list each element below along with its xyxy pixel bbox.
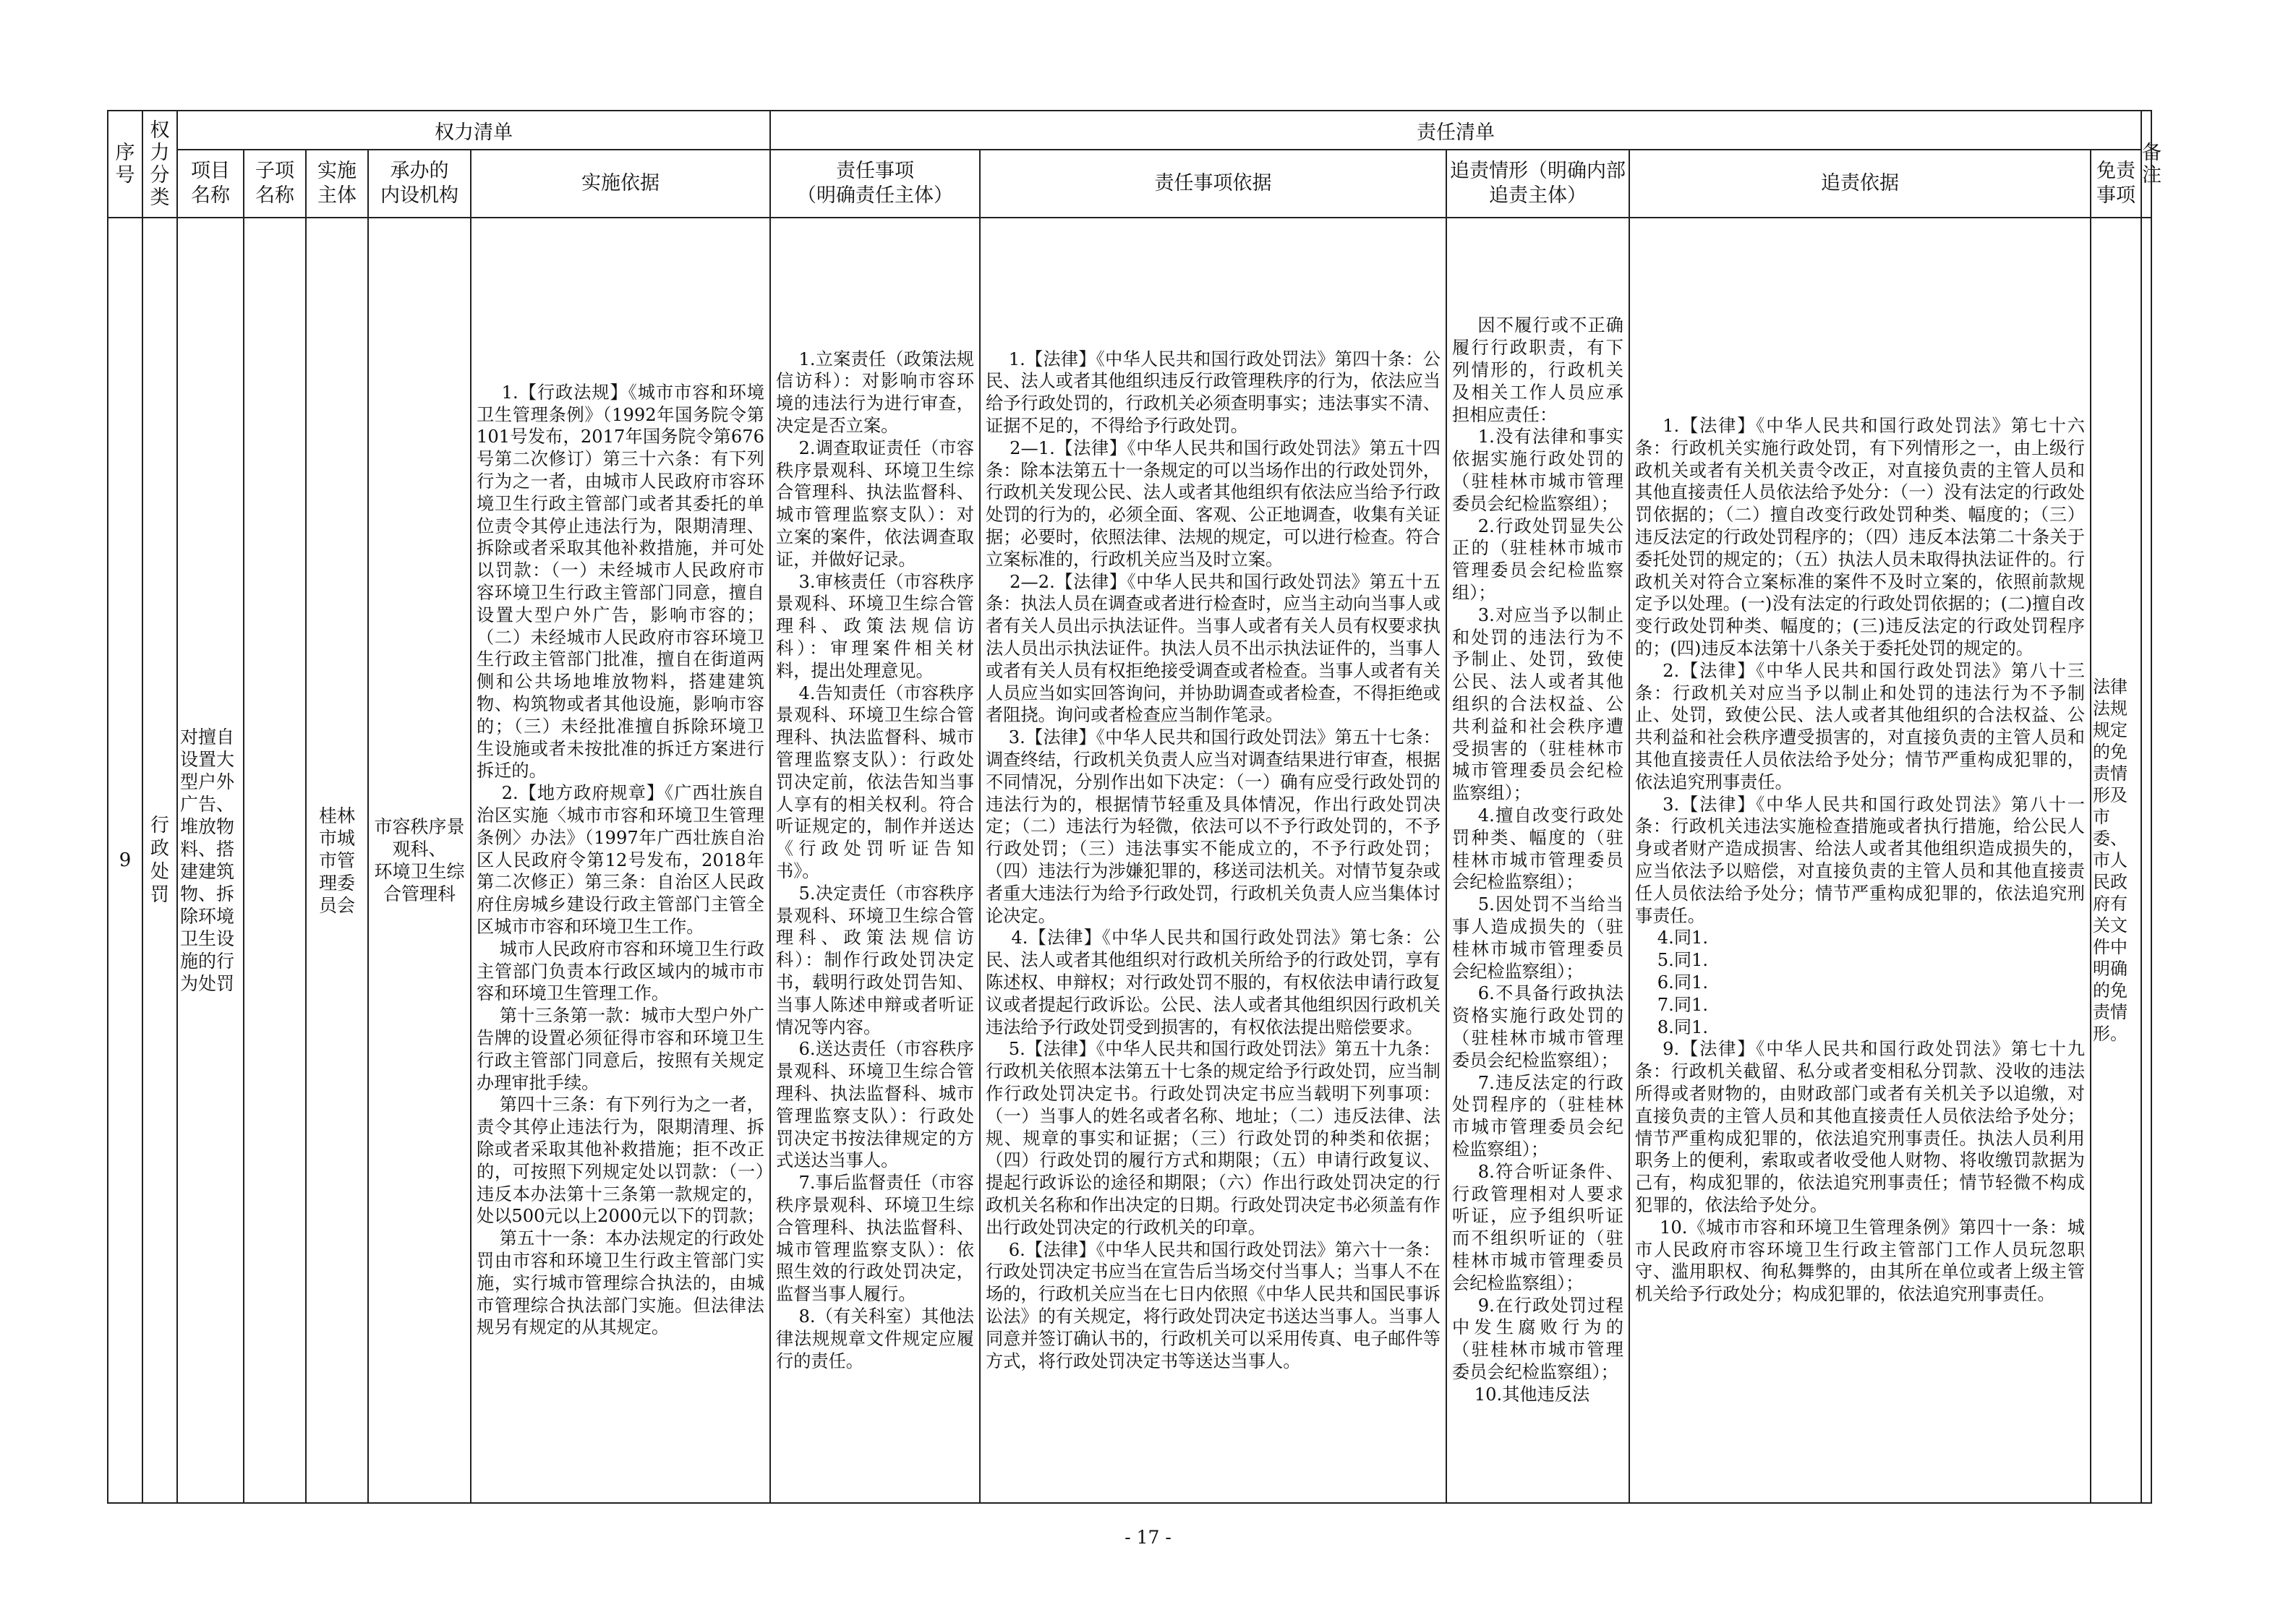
- power-responsibility-table: [107, 110, 2161, 1504]
- seq-value: 9: [119, 849, 132, 871]
- item-name-value: 对擅自 设置大 型户外 广告、 堆放物 料、搭 建建筑 物、拆 除环境 卫生设 施的行 为处罚: [180, 727, 235, 994]
- header-power-list: 权力清单: [177, 111, 770, 150]
- header-seq: 序 号: [108, 111, 142, 218]
- cell-internal-org: [368, 218, 471, 1503]
- header-sub-item: 子项 名称: [244, 150, 306, 218]
- exemptions-text: 法律法规规定的免责情形及市委、市人民政府有关文件中明确的免责情形。: [2093, 677, 2128, 1044]
- sub-item-value: [244, 859, 305, 862]
- header-responsibility-list: 责任清单: [770, 111, 2141, 150]
- header-acc-basis: 追责依据: [1629, 150, 2091, 218]
- header-notes: 备 注: [2141, 111, 2151, 218]
- cell-item-name: [177, 218, 244, 1503]
- header-internal-org: 承办的 内设机构: [368, 150, 471, 218]
- table-row: [108, 218, 2151, 1503]
- cell-impl-subject: [306, 218, 368, 1503]
- accountability-text: 因不履行或不正确履行行政职责，有下列情形的，行政机关及相关工作人员应承担相应责任： 1.没有法律和事实依据实施行政处罚的（驻桂林市城市管理委员会纪检监察组）； 2.行政处罚显失公正的（驻桂林市城市管理委员会纪检监察组）； 3.对应当予以制止和处罚的违法行为不予制止、处罚，致使公民、法人或者其他组织的合法权益、公共利益和社会秩序遭受损害的（驻桂林市城市管理委员会纪检监察组）； 4.擅自改变行政处罚种类、幅度的（驻桂林市城市管理委员会纪检监察组）； 5.因处罚不当给当事人造成损失的（驻桂林市城市管理委员会纪检监察组）； 6.不具备行政执法资格实施行政处罚的（驻桂林市城市管理委员会纪检监察组）； 7.违反法定的行政处罚程序的（驻桂林市城市管理委员会纪检监察组）； 8.符合听证条件、行政管理相对人要求听证，应予组织听证而不组织听证的（驻桂林市城市管理委员会纪检监察组）； 9.在行政处罚过程中发生腐败行为的（驻桂林市城市管理委员会纪检监察组）； 10.其他违反法: [1452, 315, 1623, 1405]
- cell-power-class: [142, 218, 177, 1503]
- cell-sub-item: [244, 218, 306, 1503]
- resp-items-text: 1.立案责任（政策法规信访科）：对影响市容环境的违法行为进行审查，决定是否立案。 2.调查取证责任（市容秩序景观科、环境卫生综合管理科、执法监督科、城市管理监察支队）：对立案的案件，依法调查取证，并做好记录。 3.审核责任（市容秩序景观科、环境卫生综合管理科、政策法规信访科）：审理案件相关材料，提出处理意见。 4.告知责任（市容秩序景观科、环境卫生综合管理科、执法监督科、城市管理监察支队）：行政处罚决定前，依法告知当事人享有的相关权利。符合听证规定的，制作并送达《行政处罚听证告知书》。 5.决定责任（市容秩序景观科、环境卫生综合管理科、政策法规信访科）：制作行政处罚决定书，载明行政处罚告知、当事人陈述申辩或者听证情况等内容。 6.送达责任（市容秩序景观科、环境卫生综合管理科、执法监督科、城市管理监察支队）：行政处罚决定书按法律规定的方式送达当事人。 7.事后监督责任（市容秩序景观科、环境卫生综合管理科、执法监督科、城市管理监察支队）：依照生效的行政处罚决定，监督当事人履行。 8.（有关科室）其他法律法规规章文件规定应履行的责任。: [776, 348, 974, 1371]
- header-resp-basis: 责任事项依据: [980, 150, 1446, 218]
- header-impl-basis: 实施依据: [471, 150, 770, 218]
- notes-value: [2142, 859, 2151, 862]
- cell-impl-basis: [471, 218, 770, 1503]
- header-exemptions: 免责 事项: [2091, 150, 2141, 218]
- header-item-name: 项目 名称: [177, 150, 244, 218]
- acc-basis-text: 1.【法律】《中华人民共和国行政处罚法》第七十六条：行政机关实施行政处罚，有下列情形之一，由上级行政机关或者有关机关责令改正，对直接负责的主管人员和其他直接责任人员依法给予处分：（一）没有法定的行政处罚依据的；（二）擅自改变行政处罚种类、幅度的；（三）违反法定的行政处罚程序的；（四）违反本法第二十条关于委托处罚的规定的；（五）执法人员未取得执法证件的。行政机关对符合立案标准的案件不及时立案的，依照前款规定予以处理。(一)没有法定的行政处罚依据的；(二)擅自改变行政处罚种类、幅度的；(三)违反法定的行政处罚程序的；(四)违反本法第十八条关于委托处罚的规定的。 2.【法律】《中华人民共和国行政处罚法》第八十三条：行政机关对应当予以制止和处罚的违法行为不予制止、处罚，致使公民、法人或者其他组织的合法权益、公共利益和社会秩序遭受损害的，对直接负责的主管人员和其他直接责任人员依法给予处分；情节严重构成犯罪的，依法追究刑事责任。 3.【法律】《中华人民共和国行政处罚法》第八十一条：行政机关违法实施检查措施或者执行措施，给公民人身或者财产造成损害、给法人或者其他组织造成损失的，应当依法予以赔偿，对直接负责的主管人员和其他直接责任人员依法给予处分；情节严重构成犯罪的，依法追究刑事责任。 4.同1. 5.同1. 6.同1. 7.同1. 8.同1. 9.【法律】《中华人民共和国行政处罚法》第七十九条：行政机关截留、私分或者变相私分罚款、没收的违法所得或者财物的，由财政部门或者有关机关予以追缴，对直接负责的主管人员和其他直接责任人员依法给予处分；情节严重构成犯罪的，依法追究刑事责任。执法人员利用职务上的便利，索取或者收受他人财物、将收缴罚款据为己有，构成犯罪的，依法追究刑事责任；情节轻微不构成犯罪的，依法给予处分。 10.《城市市容和环境卫生管理条例》第四十一条：城市人民政府市容环境卫生行政主管部门工作人员玩忽职守、滥用职权、徇私舞弊的，由其所在单位或者上级主管机关给予行政处分；构成犯罪的，依法追究刑事责任。: [1635, 416, 2085, 1305]
- header-resp-items: 责任事项 （明确责任主体）: [770, 150, 980, 218]
- cell-acc-basis: [1629, 218, 2091, 1503]
- resp-basis-text: 1.【法律】《中华人民共和国行政处罚法》第四十条：公民、法人或者其他组织违反行政管理秩序的行为，依法应当给予行政处罚的，行政机关必须查明事实；违法事实不清、证据不足的，不得给予行政处罚。 2—1.【法律】《中华人民共和国行政处罚法》第五十四条：除本法第五十一条规定的可以当场作出的行政处罚外，行政机关发现公民、法人或者其他组织有依法应当给予行政处罚的行为的，必须全面、客观、公正地调查，收集有关证据；必要时，依照法律、法规的规定，可以进行检查。符合立案标准的，行政机关应当及时立案。 2—2.【法律】《中华人民共和国行政处罚法》第五十五条：执法人员在调查或者进行检查时，应当主动向当事人或者有关人员出示执法证件。当事人或者有关人员有权要求执法人员出示执法证件。执法人员不出示执法证件的，当事人或者有关人员有权拒绝接受调查或者检查。当事人或者有关人员应当如实回答询问，并协助调查或者检查，不得拒绝或者阻挠。询问或者检查应当制作笔录。 3.【法律】《中华人民共和国行政处罚法》第五十七条：调查终结，行政机关负责人应当对调查结果进行审查，根据不同情况，分别作出如下决定：（一）确有应受行政处罚的违法行为的，根据情节轻重及具体情况，作出行政处罚决定；（二）违法行为轻微，依法可以不予行政处罚的，不予行政处罚；（三）违法事实不能成立的，不予行政处罚；（四）违法行为涉嫌犯罪的，移送司法机关。对情节复杂或者重大违法行为给予行政处罚，行政机关负责人应当集体讨论决定。 4.【法律】《中华人民共和国行政处罚法》第七条：公民、法人或者其他组织对行政机关所给予的行政处罚，享有陈述权、申辩权；对行政处罚不服的，有权依法申请行政复议或者提起行政诉讼。公民、法人或者其他组织因行政机关违法给予行政处罚受到损害的，有权依法提出赔偿要求。 5.【法律】《中华人民共和国行政处罚法》第五十九条：行政机关依照本法第五十七条的规定给予行政处罚，应当制作行政处罚决定书。行政处罚决定书应当载明下列事项：（一）当事人的姓名或者名称、地址；（二）违反法律、法规、规章的事实和证据；（三）行政处罚的种类和依据；（四）行政处罚的履行方式和期限；（五）申请行政复议、提起行政诉讼的途径和期限；（六）作出行政处罚决定的行政机关名称和作出决定的日期。行政处罚决定书必须盖有作出行政处罚决定的行政机关的印章。 6.【法律】《中华人民共和国行政处罚法》第六十一条：行政处罚决定书应当在宣告后当场交付当事人；当事人不在场的，行政机关应当在七日内依照《中华人民共和国民事诉讼法》的有关规定，将行政处罚决定书送达当事人。当事人同意并签订确认书的，行政机关可以采用传真、电子邮件等方式，将行政处罚决定书等送达当事人。: [986, 348, 1441, 1371]
- power-class-value: 行 政 处 罚: [150, 815, 169, 906]
- header-impl-subject: 实施 主体: [306, 150, 368, 218]
- cell-exemptions: [2091, 218, 2141, 1503]
- internal-org-value: 市容秩序景 观科、 环境卫生综 合管理科: [374, 816, 465, 904]
- cell-resp-items: [770, 218, 980, 1503]
- cell-notes: [2141, 218, 2151, 1503]
- header-power-class: 权 力 分 类: [142, 111, 177, 218]
- impl-subject-value: 桂林 市城 市管 理委 员会: [318, 805, 355, 916]
- impl-basis-text: 1.【行政法规】《城市市容和环境卫生管理条例》（1992年国务院令第101号发布，2017年国务院令第676号第二次修订）第三十六条：有下列行为之一者，由城市人民政府市容环境卫生行政主管部门或者其委托的单位责令其停止违法行为，限期清理、拆除或者采取其他补救措施，并可处以罚款：（一）未经城市人民政府市容环境卫生行政主管部门同意，擅自设置大型户外广告，影响市容的；（二）未经城市人民政府市容环境卫生行政主管部门批准，擅自在街道两侧和公共场地堆放物料，搭建建筑物、构筑物或者其他设施，影响市容的；（三）未经批准擅自拆除环境卫生设施或者未按批准的拆迁方案进行拆迁的。 2.【地方政府规章】《广西壮族自治区实施〈城市市容和环境卫生管理条例〉办法》（1997年广西壮族自治区人民政府令第12号发布，2018年第二次修正）第三条：自治区人民政府住房城乡建设行政主管部门主管全区城市市容和环境卫生工作。 城市人民政府市容和环境卫生行政主管部门负责本行政区域内的城市市容和环境卫生管理工作。 第十三条第一款：城市大型户外广告牌的设置必须征得市容和环境卫生行政主管部门同意后，按照有关规定办理审批手续。 第四十三条：有下列行为之一者，责令其停止违法行为，限期清理、拆除或者采取其他补救措施；拒不改正的，可按照下列规定处以罚款：（一）违反本办法第十三条第一款规定的，处以500元以上2000元以下的罚款； 第五十一条：本办法规定的行政处罚由市容和环境卫生行政主管部门实施，实行城市管理综合执法的，由城市管理综合执法部门实施。但法律法规另有规定的从其规定。: [477, 382, 764, 1338]
- cell-resp-basis: [980, 218, 1446, 1503]
- cell-seq: [108, 218, 142, 1503]
- cell-accountability: [1446, 218, 1629, 1503]
- page-number: - 17 -: [1124, 1527, 1172, 1548]
- header-accountability: 追责情形（明确内部 追责主体）: [1446, 150, 1629, 218]
